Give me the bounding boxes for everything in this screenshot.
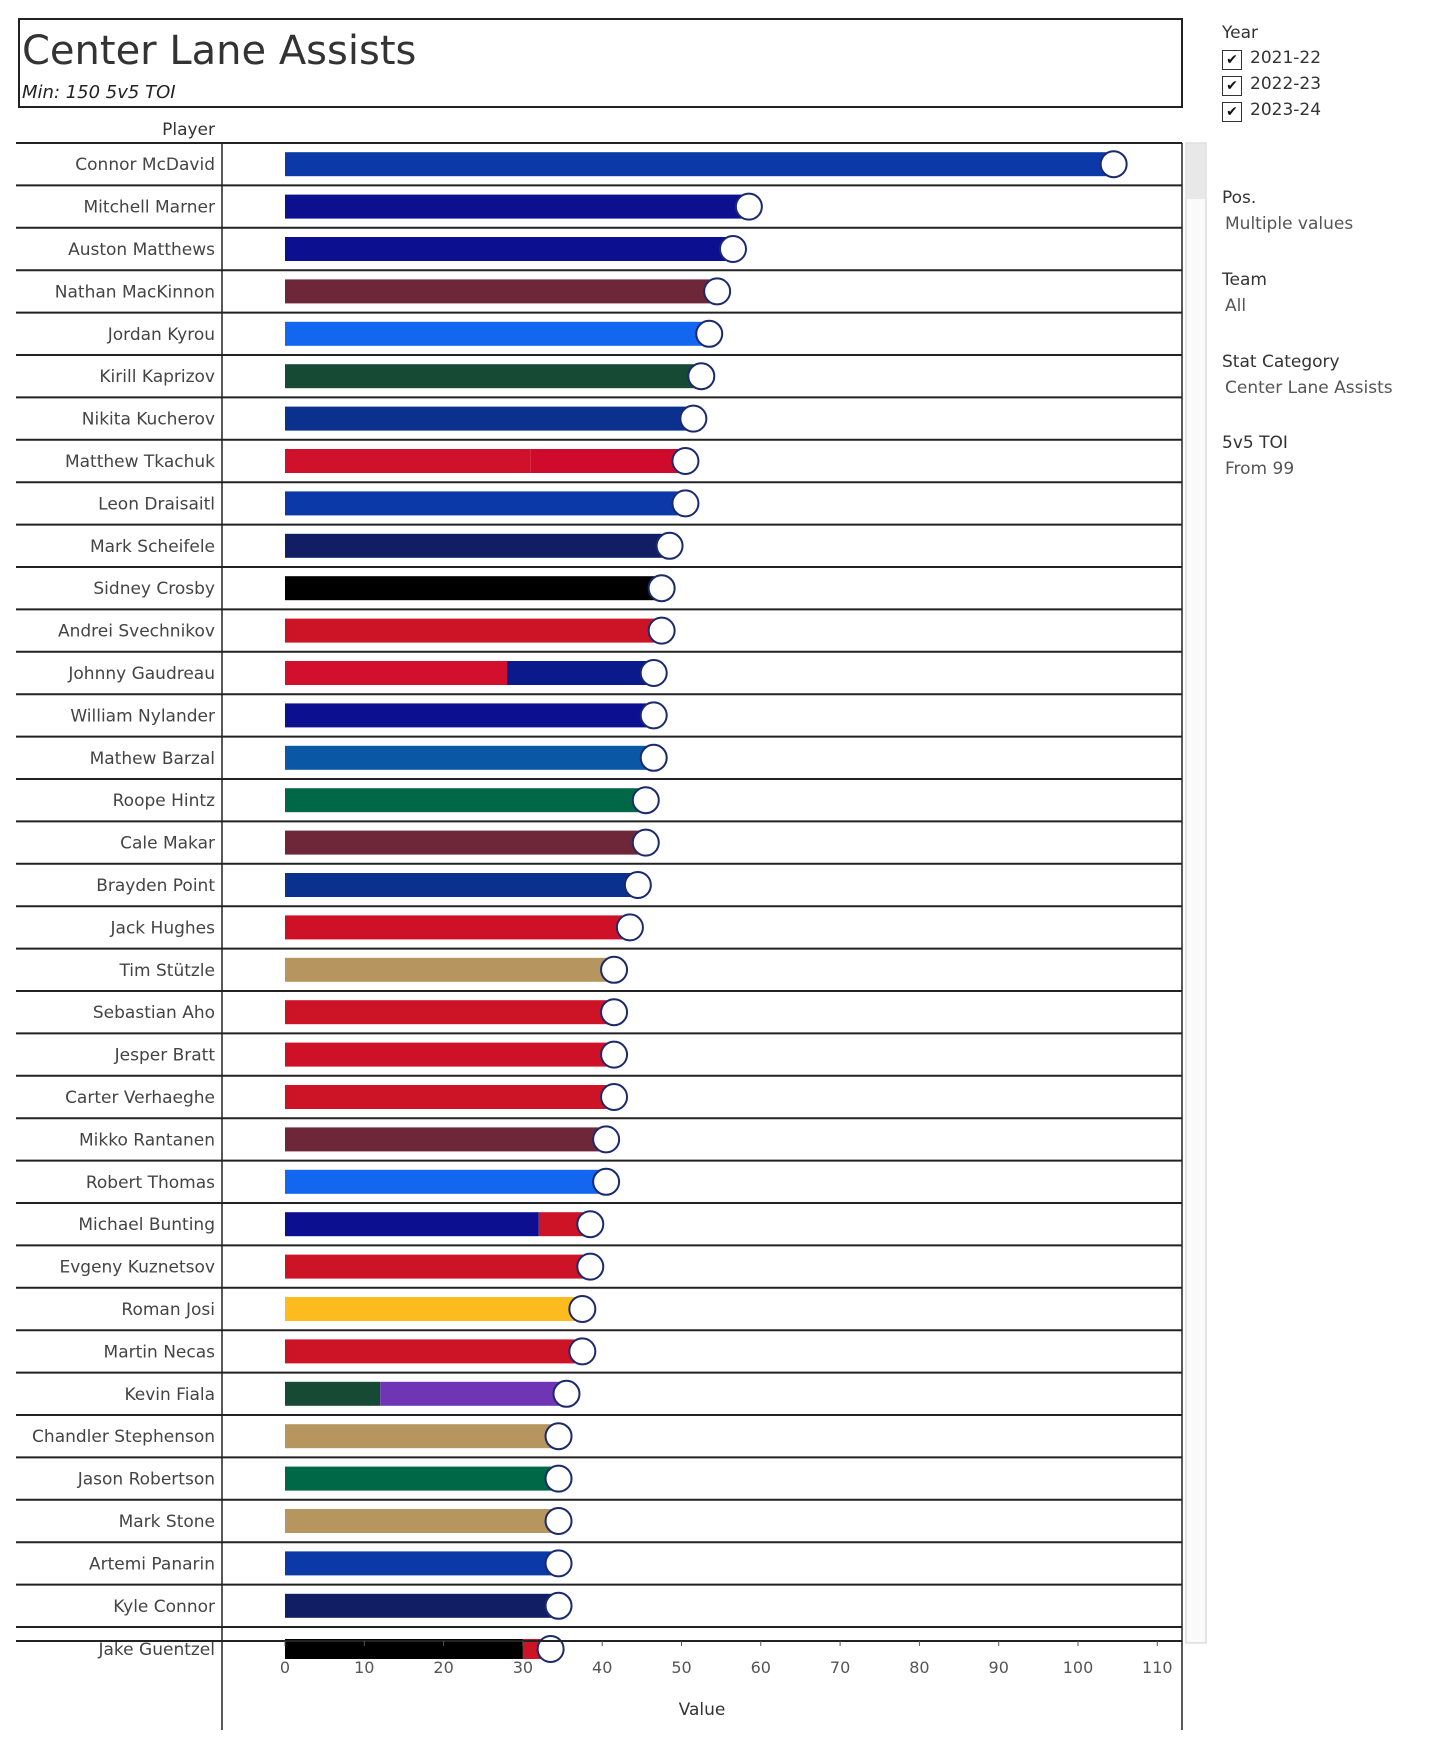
bar-segment — [285, 1509, 563, 1533]
bar-segment — [285, 576, 666, 600]
player-label: Jordan Kyrou — [107, 324, 215, 345]
player-label: Mark Scheifele — [89, 536, 215, 557]
stat-category-filter-value[interactable]: Center Lane Assists — [1225, 378, 1393, 398]
bar-segment — [285, 703, 658, 727]
team-logo-icon — [736, 194, 762, 220]
x-tick-label: 0 — [279, 1658, 291, 1677]
x-tick-label: 50 — [671, 1658, 692, 1677]
player-label: Mathew Barzal — [89, 748, 215, 769]
team-logo-icon — [569, 1338, 595, 1364]
player-label: Johnny Gaudreau — [68, 664, 215, 684]
team-logo-icon — [688, 363, 714, 389]
position-filter-value[interactable]: Multiple values — [1225, 214, 1354, 234]
team-logo-icon — [672, 448, 698, 474]
team-logo-icon — [601, 1042, 627, 1068]
bar-segment — [285, 1255, 594, 1279]
toi-filter-value[interactable]: From 99 — [1225, 459, 1295, 479]
bar-segment — [285, 873, 642, 897]
player-label: Roman Josi — [121, 1300, 215, 1320]
bar-segment — [285, 279, 721, 303]
player-label: Connor McDavid — [75, 155, 215, 176]
player-label: Michael Bunting — [78, 1215, 215, 1236]
player-label: Chandler Stephenson — [32, 1427, 215, 1448]
player-label: Tim Stützle — [119, 960, 215, 981]
player-label: Carter Verhaeghe — [65, 1088, 215, 1108]
player-label: Mark Stone — [118, 1512, 215, 1532]
bar-segment — [531, 449, 690, 473]
team-logo-icon — [569, 1296, 595, 1322]
bar-segment — [285, 958, 618, 982]
player-label: Sebastian Aho — [92, 1003, 215, 1024]
player-label: Nathan MacKinnon — [54, 282, 215, 303]
bar-segment — [285, 1297, 586, 1321]
team-filter-value[interactable]: All — [1225, 296, 1247, 316]
player-label: Andrei Svechnikov — [57, 621, 215, 642]
player-label: Brayden Point — [96, 876, 215, 896]
bar-segment — [285, 152, 1118, 176]
player-label: Kyle Connor — [113, 1596, 215, 1617]
team-logo-icon — [546, 1508, 572, 1534]
stat-category-filter-title: Stat Category — [1222, 352, 1340, 372]
team-logo-icon — [593, 1126, 619, 1152]
position-filter-title: Pos. — [1222, 188, 1257, 208]
player-label: Robert Thomas — [85, 1172, 215, 1193]
bar-segment — [285, 1170, 610, 1194]
team-logo-icon — [577, 1254, 603, 1280]
year-option-label: 2022-23 — [1250, 74, 1322, 94]
bar-segment — [285, 619, 666, 643]
player-label: Leon Draisaitl — [98, 494, 215, 515]
player-label: Sidney Crosby — [93, 579, 215, 600]
x-tick-label: 30 — [512, 1658, 534, 1677]
team-logo-icon — [649, 618, 675, 644]
chart-title: Center Lane Assists — [22, 28, 417, 74]
bar-segment — [285, 1085, 618, 1109]
bar-segment — [285, 237, 737, 261]
bar-segment — [285, 1467, 563, 1491]
bar-segment — [285, 534, 674, 558]
bar-segment — [285, 1127, 610, 1151]
x-tick-label: 70 — [829, 1658, 851, 1677]
player-label: Artemi Panarin — [88, 1554, 215, 1575]
year-filter-title: Year — [1222, 23, 1258, 43]
team-logo-icon — [633, 830, 659, 856]
bar-segment — [285, 1551, 563, 1575]
bar-segment — [285, 449, 531, 473]
team-logo-icon — [593, 1169, 619, 1195]
toi-filter-title: 5v5 TOI — [1222, 433, 1288, 453]
checkbox-icon[interactable]: ✔ — [1222, 102, 1242, 122]
bar-segment — [285, 322, 713, 346]
team-filter-title: Team — [1222, 270, 1267, 290]
bar-segment — [380, 1382, 570, 1406]
x-tick-label: 40 — [592, 1658, 613, 1677]
team-logo-icon — [538, 1636, 564, 1662]
year-option-label: 2023-24 — [1250, 100, 1322, 120]
player-label: Roope Hintz — [112, 791, 215, 812]
bar-segment — [285, 1212, 539, 1236]
x-tick-label: 100 — [1062, 1658, 1094, 1677]
player-label: William Nylander — [70, 706, 215, 727]
bar-segment — [285, 788, 650, 812]
x-tick-label: 20 — [433, 1658, 454, 1677]
team-logo-icon — [617, 914, 643, 940]
bar-segment — [285, 1000, 618, 1024]
bar-segment — [285, 364, 705, 388]
team-logo-icon — [641, 702, 667, 728]
chart-subtitle: Min: 150 5v5 TOI — [22, 82, 176, 103]
team-logo-icon — [553, 1381, 579, 1407]
team-logo-icon — [601, 1084, 627, 1110]
team-logo-icon — [657, 533, 683, 559]
player-label: Auston Matthews — [68, 240, 215, 260]
bar-segment — [285, 831, 650, 855]
x-tick-label: 90 — [988, 1658, 1009, 1677]
player-label: Matthew Tkachuk — [64, 452, 215, 472]
scrollbar-thumb — [1187, 144, 1205, 199]
team-logo-icon — [546, 1466, 572, 1492]
player-label: Jack Hughes — [110, 918, 215, 939]
team-logo-icon — [720, 236, 746, 262]
checkbox-icon[interactable]: ✔ — [1222, 76, 1242, 96]
player-label: Mitchell Marner — [83, 197, 215, 218]
year-option-label: 2021-22 — [1250, 48, 1322, 68]
team-logo-icon — [577, 1211, 603, 1237]
team-logo-icon — [641, 660, 667, 686]
bar-segment — [285, 1594, 563, 1618]
team-logo-icon — [546, 1593, 572, 1619]
player-label: Cale Makar — [120, 833, 215, 854]
team-logo-icon — [704, 278, 730, 304]
player-column-header: Player — [162, 120, 215, 140]
player-label: Kirill Kaprizov — [99, 367, 215, 388]
player-label: Mikko Rantanen — [79, 1130, 215, 1151]
team-logo-icon — [633, 787, 659, 813]
bar-segment — [285, 1424, 563, 1448]
x-tick-label: 10 — [354, 1658, 375, 1677]
player-label: Jake Guentzel — [98, 1640, 215, 1660]
team-logo-icon — [601, 999, 627, 1025]
x-tick-label: 60 — [750, 1658, 771, 1677]
player-label: Evgeny Kuznetsov — [59, 1257, 215, 1278]
team-logo-icon — [601, 957, 627, 983]
bar-segment — [285, 746, 658, 770]
team-logo-icon — [696, 321, 722, 347]
team-logo-icon — [546, 1550, 572, 1576]
bar-segment — [507, 661, 658, 685]
team-logo-icon — [546, 1423, 572, 1449]
team-logo-icon — [641, 745, 667, 771]
team-logo-icon — [672, 490, 698, 516]
player-label: Jesper Bratt — [114, 1045, 215, 1066]
team-logo-icon — [625, 872, 651, 898]
scrollbar-track — [1186, 143, 1206, 1643]
bar-segment — [285, 1339, 586, 1363]
player-label: Nikita Kucherov — [81, 409, 215, 430]
team-logo-icon — [680, 406, 706, 432]
player-label: Kevin Fiala — [124, 1384, 215, 1405]
x-axis-label: Value — [678, 1700, 726, 1720]
bar-segment — [285, 915, 634, 939]
bar-segment — [285, 1382, 380, 1406]
bar-segment — [285, 1043, 618, 1067]
bar-segment — [285, 491, 689, 515]
bar-segment — [285, 195, 753, 219]
checkbox-icon[interactable]: ✔ — [1222, 50, 1242, 70]
team-logo-icon — [1101, 151, 1127, 177]
x-tick-label: 80 — [909, 1658, 930, 1677]
player-label: Martin Necas — [103, 1342, 215, 1363]
x-tick-label: 110 — [1142, 1658, 1173, 1677]
team-logo-icon — [649, 575, 675, 601]
bar-segment — [285, 407, 697, 431]
bar-segment — [285, 661, 507, 685]
player-label: Jason Robertson — [77, 1469, 215, 1490]
